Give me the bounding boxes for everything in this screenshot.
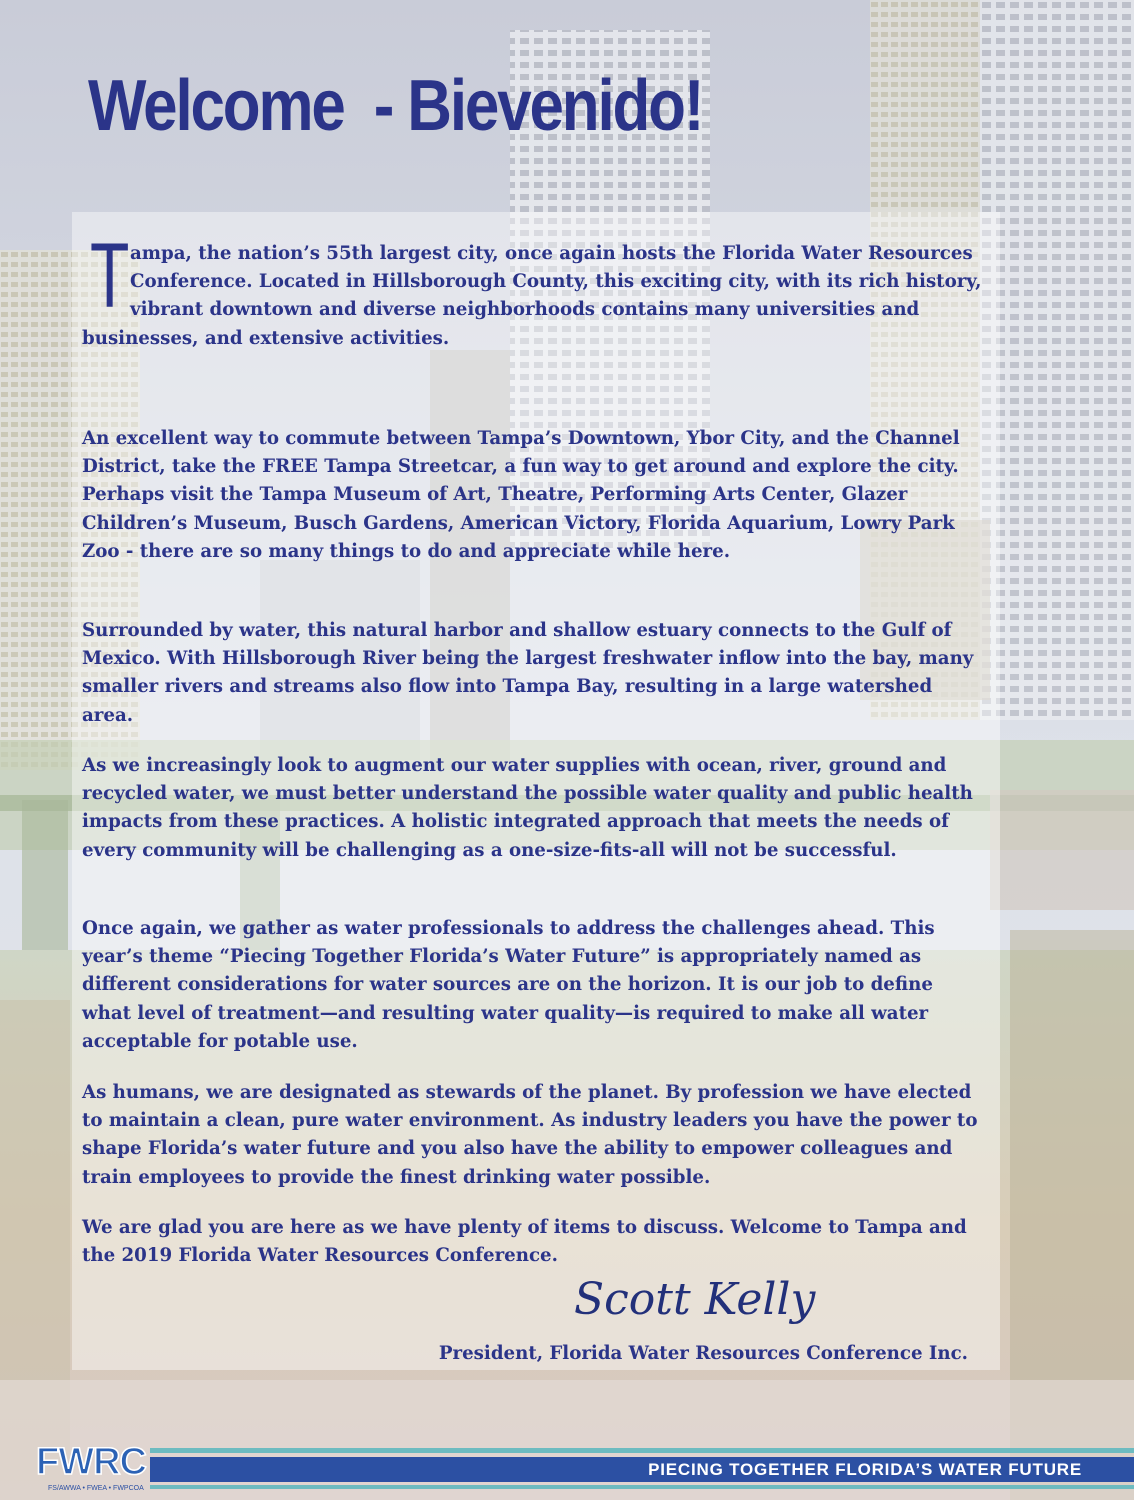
letter-paragraph-4: As we increasingly look to augment our water supplies with ocean, river, ground and recycled water, we must better understand the possible water quality and public health impacts from these practices. A holistic integrated approach that meets the needs of every community will be challenging as a one-size-fits-all will not be successful.: [82, 755, 973, 861]
signature: [572, 1262, 822, 1342]
letter-paragraph-6: As humans, we are designated as stewards of the planet. By profession we have elected to maintain a clean, pure water environment. As industry leaders you have the power to shape Florida’s water future and you also have the ability to empower colleagues and train employees to provide the finest drinking water possible.: [82, 1082, 978, 1188]
signature-name: Scott Kelly: [574, 1274, 816, 1325]
letter-paragraph-7: We are glad you are here as we have plenty of items to discuss. Welcome to Tampa and the 2019 Florida Water Resources Conference.: [82, 1217, 967, 1267]
letter-paragraph-5: Once again, we gather as water professionals to address the challenges ahead. This year’s theme “Piecing Together Florida’s Water Future” is appropriately named as different considerations for water sources are on the horizon. It is our job to define what level of treatment—and resulting water quality—is required to make all water acceptable for potable use.: [82, 918, 935, 1052]
fwrc-logo: [32, 1434, 164, 1496]
footer-rule-bottom: [150, 1485, 1134, 1489]
letter-paragraph-2: An excellent way to commute between Tampa’s Downtown, Ybor City, and the Channel District, take the FREE Tampa Streetcar, a fun way to get around and explore the city. Perhaps visit the Tampa Museum of Art, Theatre, Performing Arts Center, Glazer Children’s Museum, Busch Gardens, American Victory, Florida Aquarium, Lowry Park Zoo - there are so many things to do and appreciate while here.: [82, 428, 960, 562]
signature-title: President, Florida Water Resources Conference Inc.: [438, 1343, 968, 1364]
footer-tagline: PIECING TOGETHER FLORIDA’S WATER FUTURE: [648, 1460, 1082, 1479]
logo-text: FWRC: [36, 1441, 146, 1483]
letter-paragraph-1: [82, 225, 982, 353]
logo-subtext: FS/AWWA • FWEA • FWPCOA: [48, 1485, 144, 1492]
paragraph-1-text: ampa, the nation’s 55th largest city, once again hosts the Florida Water Resources Conference. Located in Hillsborough County, this exciting city, with its rich history, vibrant downtown and diverse neighborhoods contains many universities and businesses, and extensive activities.: [82, 243, 982, 349]
drop-cap: T: [90, 225, 130, 327]
letter-paragraph-3: Surrounded by water, this natural harbor and shallow estuary connects to the Gulf of Mexico. With Hillsborough River being the largest freshwater inflow into the bay, many smaller rivers and streams also flow into Tampa Bay, resulting in a large watershed area.: [82, 620, 974, 726]
page-title: Welcome - Bievenido!: [88, 66, 703, 146]
footer-rule-top: [150, 1448, 1134, 1453]
